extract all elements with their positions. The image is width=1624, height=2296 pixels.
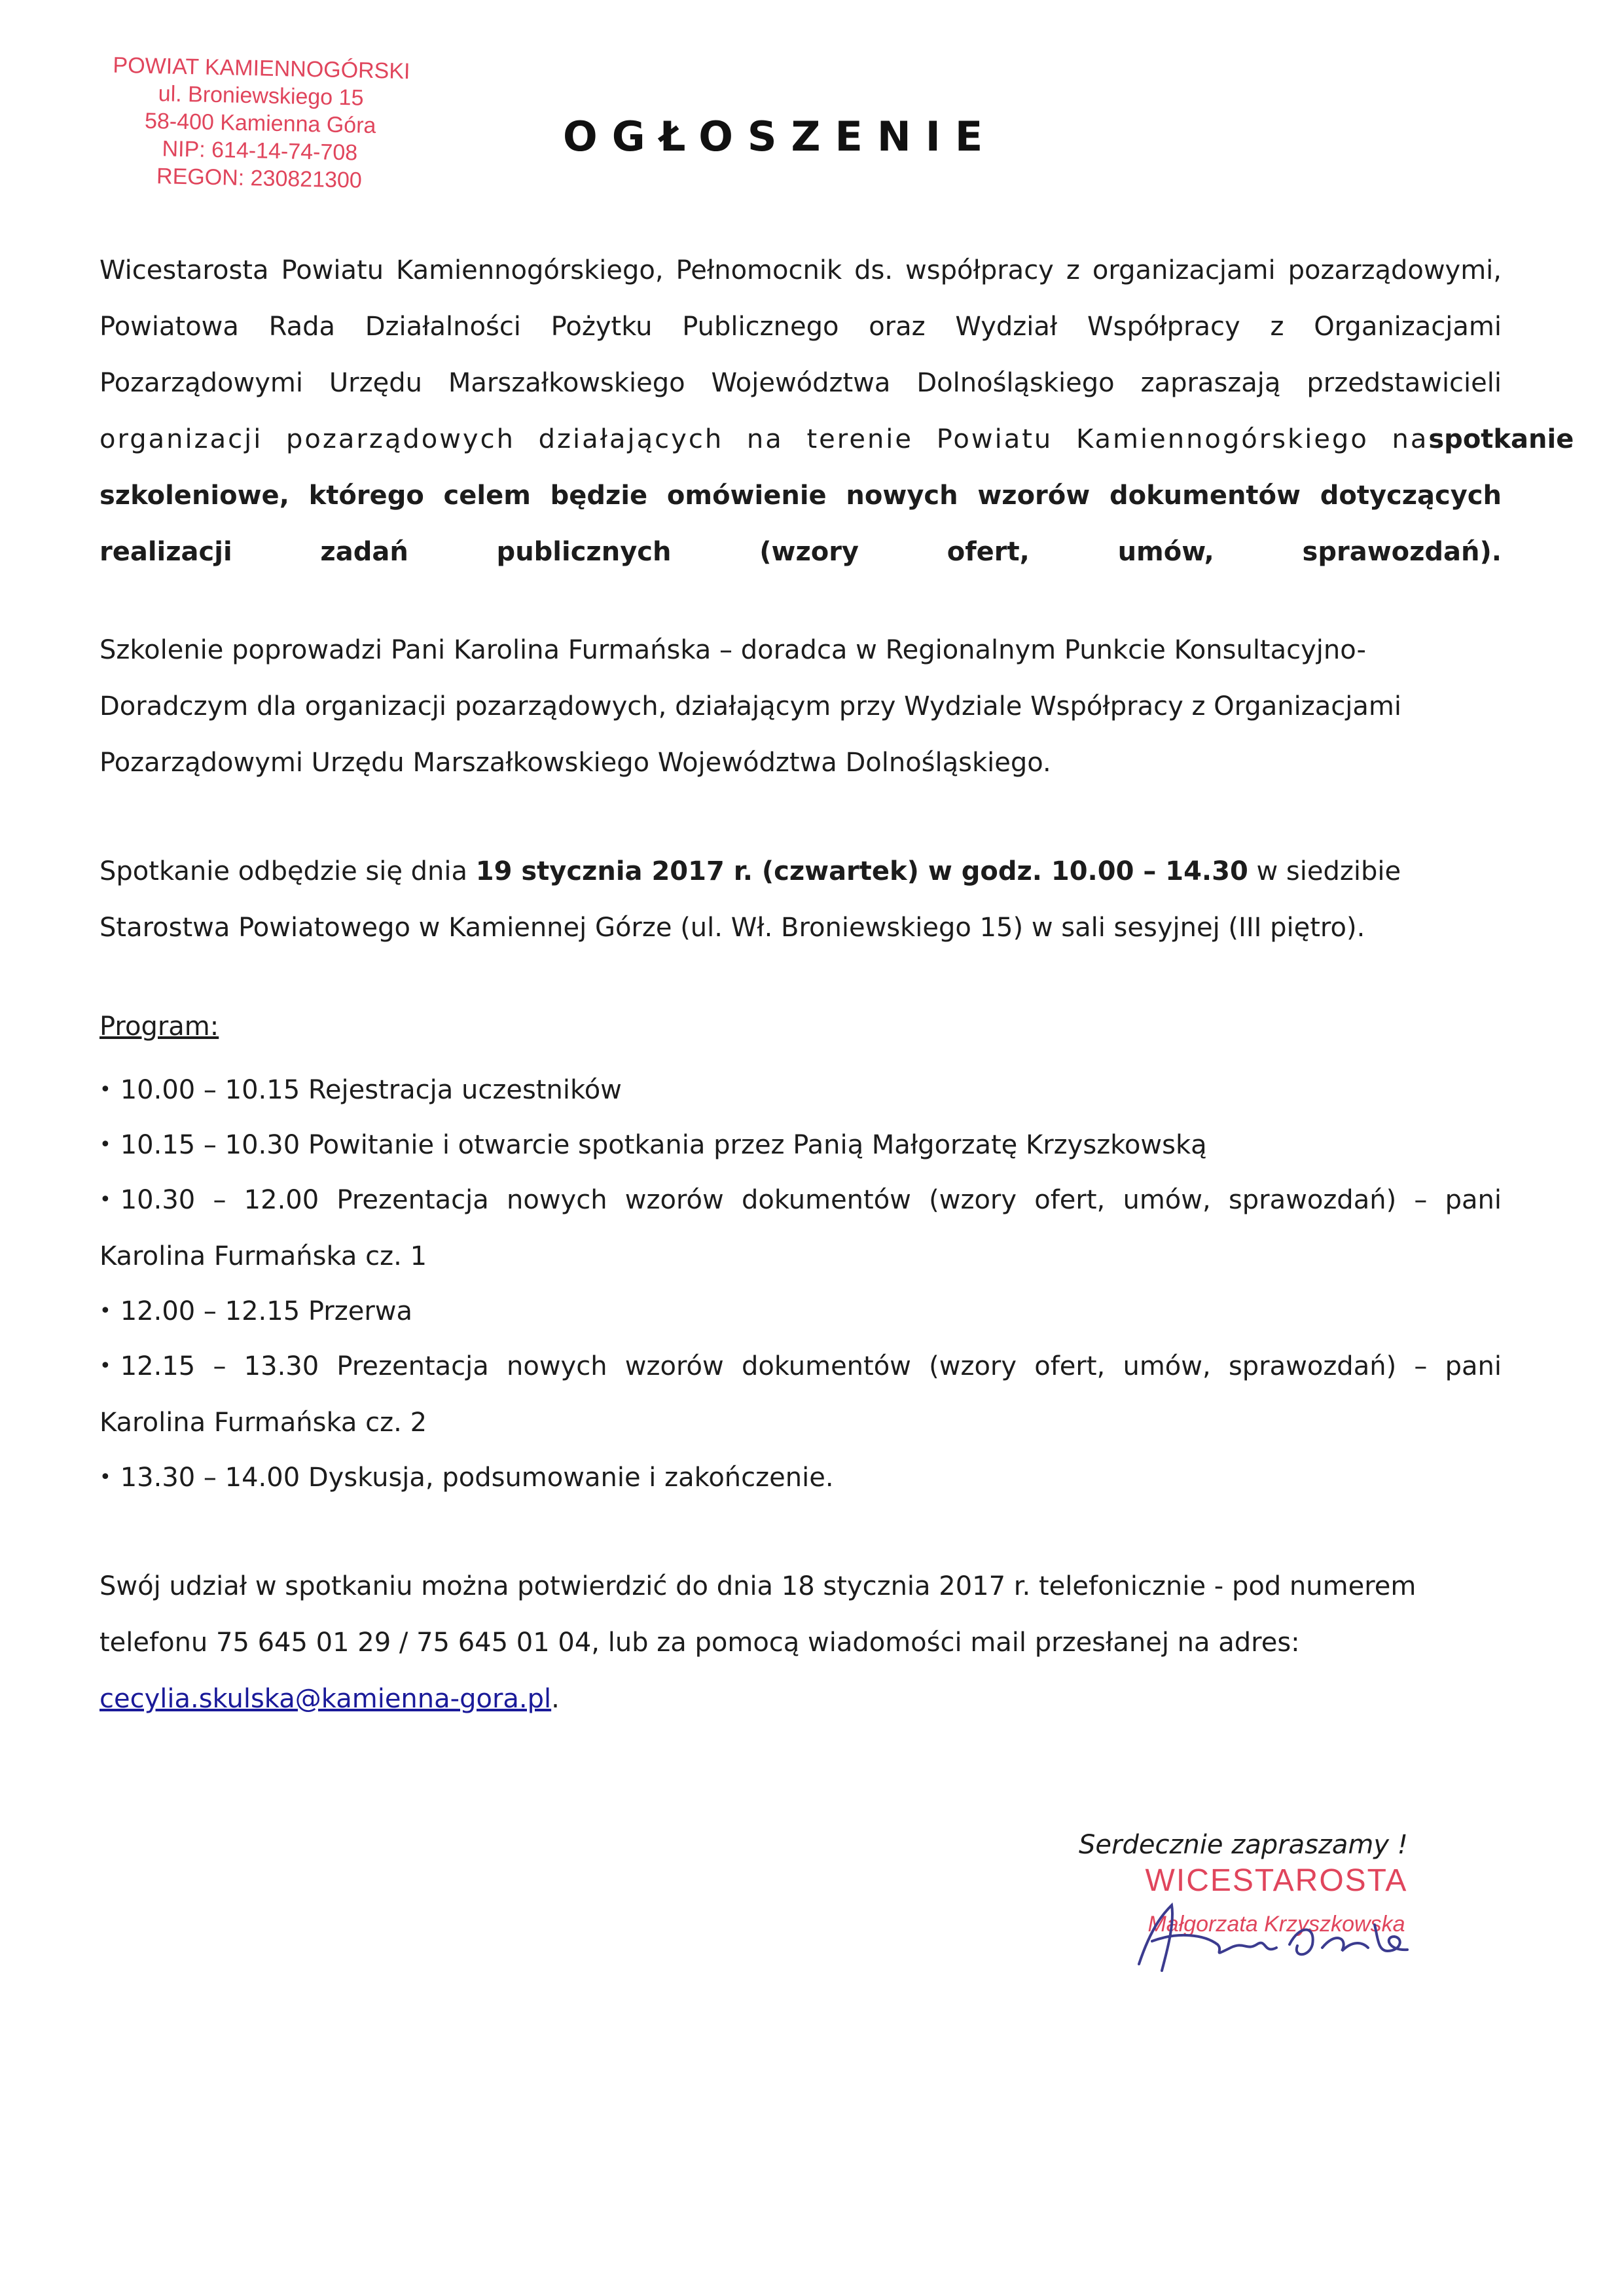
signature-stamp-name: Małgorzata Krzyszkowska bbox=[1147, 1912, 1405, 1937]
program-item-text: 10.00 – 10.15 Rejestracja uczestników bbox=[120, 1075, 622, 1105]
trainer-line: Szkolenie poprowadzi Pani Karolina Furmańska – doradca w Regionalnym Punkcie Konsultacyjno- bbox=[99, 635, 1366, 665]
stamp-line-2: ul. Broniewskiego 15 bbox=[158, 81, 364, 111]
program-item-text: 10.15 – 10.30 Powitanie i otwarcie spotkania przez Panią Małgorzatę Krzyszkowską bbox=[120, 1130, 1207, 1160]
intro-bold-line: szkoleniowe, którego celem będzie omówienie nowych wzorów dokumentów dotyczących bbox=[99, 481, 1502, 511]
program-item-text: 12.15 – 13.30 Prezentacja nowych wzorów dokumentów (wzory ofert, umów, sprawozdań) – pani Karolina Furmańska cz. 2 bbox=[99, 1351, 1502, 1438]
intro-line: Pozarządowymi Urzędu Marszałkowskiego Województwa Dolnośląskiego zapraszają przedstawicieli bbox=[99, 368, 1502, 398]
meeting-post: w siedzibie bbox=[1256, 856, 1401, 886]
contact-line bbox=[99, 1671, 1502, 1727]
closing-text: Serdecznie zapraszamy ! bbox=[1079, 1830, 1408, 1860]
meeting-line: Starostwa Powiatowego w Kamiennej Górze (ul. Wł. Broniewskiego 15) w sali sesyjnej (III piętro). bbox=[99, 913, 1365, 943]
program-item-text: 13.30 – 14.00 Dyskusja, podsumowanie i zakończenie. bbox=[120, 1463, 834, 1493]
stamp-line-1: POWIAT KAMIENNOGÓRSKI bbox=[113, 52, 410, 84]
trainer-line: Doradczym dla organizacji pozarządowych, działającym przy Wydziale Współpracy z Organizacjami bbox=[99, 691, 1401, 721]
contact-line: telefonu 75 645 01 29 / 75 645 01 04, lub za pomocą wiadomości mail przesłanej na adres: bbox=[99, 1628, 1300, 1658]
meeting-paragraph bbox=[99, 843, 1502, 956]
stamp-line-4: NIP: 614-14-74-708 bbox=[162, 136, 358, 166]
meeting-date: 19 stycznia 2017 r. (czwartek) w godz. 10.00 – 14.30 bbox=[475, 856, 1248, 886]
program-item bbox=[99, 1338, 1502, 1451]
bullet-icon: • bbox=[99, 1188, 111, 1211]
bullet-icon: • bbox=[99, 1133, 111, 1156]
program-title: Program: bbox=[99, 1011, 219, 1042]
meeting-pre: Spotkanie odbędzie się dnia bbox=[99, 856, 468, 886]
meeting-line bbox=[99, 843, 1502, 900]
bullet-icon: • bbox=[99, 1355, 111, 1377]
handwritten-signature bbox=[1126, 1886, 1427, 1984]
intro-line: Powiatowa Rada Działalności Pożytku Publicznego oraz Wydział Współpracy z Organizacjami bbox=[99, 312, 1502, 342]
program-item bbox=[99, 1283, 1502, 1339]
email-link[interactable]: cecylia.skulska@kamienna-gora.pl bbox=[99, 1684, 552, 1714]
document-title: OGŁOSZENIE bbox=[563, 113, 998, 160]
bullet-icon: • bbox=[99, 1300, 111, 1322]
intro-line-text: organizacji pozarządowych działających na terenie Powiatu Kamiennogórskiego na bbox=[99, 424, 1429, 454]
program-item-text: 12.00 – 12.15 Przerwa bbox=[120, 1296, 413, 1326]
stamp-line-3: 58-400 Kamienna Góra bbox=[144, 108, 376, 139]
program-item bbox=[99, 1062, 1502, 1118]
program-item-text: 10.30 – 12.00 Prezentacja nowych wzorów dokumentów (wzory ofert, umów, sprawozdań) – pani Karolina Furmańska cz. 1 bbox=[99, 1185, 1502, 1271]
email-period: . bbox=[551, 1684, 560, 1714]
program-item bbox=[99, 1449, 1502, 1506]
program-item bbox=[99, 1172, 1502, 1285]
stamp-line-5: REGON: 230821300 bbox=[156, 164, 363, 193]
bullet-icon: • bbox=[99, 1466, 111, 1489]
intro-line bbox=[99, 411, 1574, 467]
contact-line: Swój udział w spotkaniu można potwierdzić do dnia 18 stycznia 2017 r. telefonicznie - pod numerem bbox=[99, 1571, 1416, 1601]
intro-paragraph bbox=[99, 242, 1574, 580]
signature-stamp-title: WICESTAROSTA bbox=[1145, 1863, 1408, 1898]
contact-paragraph bbox=[99, 1558, 1502, 1727]
address-stamp bbox=[89, 51, 432, 196]
bullet-icon: • bbox=[99, 1078, 111, 1101]
intro-bold-line: realizacji zadań publicznych (wzory ofert, umów, sprawozdań). bbox=[99, 537, 1502, 567]
program-item bbox=[99, 1117, 1502, 1173]
trainer-paragraph bbox=[99, 622, 1502, 791]
intro-line: Wicestarosta Powiatu Kamiennogórskiego, Pełnomocnik ds. współpracy z organizacjami pozarządowymi, bbox=[99, 255, 1502, 285]
intro-bold-text: spotkanie bbox=[1428, 424, 1574, 454]
trainer-line: Pozarządowymi Urzędu Marszałkowskiego Województwa Dolnośląskiego. bbox=[99, 748, 1051, 778]
